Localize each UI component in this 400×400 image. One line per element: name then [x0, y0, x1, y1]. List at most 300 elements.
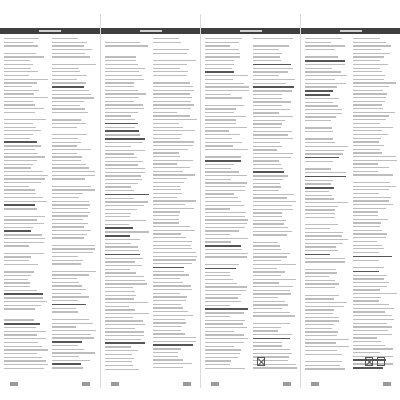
text-line-placeholder — [253, 301, 285, 302]
text-line-placeholder — [105, 205, 144, 206]
text-line-placeholder — [253, 68, 293, 69]
text-line-placeholder — [105, 265, 142, 266]
text-line-placeholder — [153, 56, 189, 57]
text-line-placeholder — [205, 241, 231, 242]
text-line-placeholder — [153, 233, 181, 234]
text-line-placeholder — [305, 71, 341, 72]
text-line-placeholder — [105, 342, 145, 344]
text-line-placeholder — [205, 60, 234, 61]
text-line-placeholder — [4, 38, 39, 39]
text-line-placeholder — [105, 201, 148, 202]
text-line-placeholder — [4, 238, 45, 239]
text-line-placeholder — [105, 291, 135, 292]
text-line-placeholder — [253, 319, 293, 320]
text-line-placeholder — [353, 282, 389, 283]
text-line-placeholder — [205, 331, 234, 332]
text-line-placeholder — [105, 56, 136, 57]
text-line-placeholder — [105, 164, 138, 165]
text-line-placeholder — [253, 157, 291, 158]
text-line-placeholder — [253, 282, 279, 283]
text-line-placeholder — [305, 265, 330, 266]
text-line-placeholder — [253, 290, 290, 291]
text-line-placeholder — [205, 249, 242, 250]
text-line-placeholder — [205, 334, 244, 335]
panel-4 — [300, 14, 400, 388]
text-line-placeholder — [153, 208, 194, 209]
text-line-placeholder — [305, 217, 335, 218]
text-line-placeholder — [4, 42, 33, 43]
text-line-placeholder — [4, 68, 31, 69]
text-line-placeholder — [105, 302, 148, 303]
text-line-placeholder — [52, 153, 77, 154]
column — [4, 38, 48, 380]
text-line-placeholder — [253, 146, 282, 147]
text-line-placeholder — [153, 230, 195, 231]
text-line-placeholder — [52, 53, 85, 54]
text-line-placeholder — [253, 79, 295, 80]
text-line-placeholder — [4, 149, 35, 150]
text-line-placeholder — [305, 258, 345, 259]
text-line-placeholder — [205, 130, 229, 131]
text-line-placeholder — [4, 323, 40, 325]
text-line-placeholder — [353, 119, 386, 120]
text-line-placeholder — [105, 79, 144, 80]
text-line-placeholder — [4, 312, 46, 313]
text-line-placeholder — [52, 97, 94, 98]
text-line-placeholder — [353, 297, 381, 298]
text-line-placeholder — [105, 123, 138, 125]
text-line-placeholder — [353, 278, 384, 279]
text-line-placeholder — [253, 142, 280, 143]
text-line-placeholder — [153, 160, 193, 161]
text-line-placeholder — [253, 253, 290, 254]
text-line-placeholder — [253, 149, 277, 150]
text-line-placeholder — [305, 228, 330, 229]
text-line-placeholder — [205, 290, 246, 291]
text-line-placeholder — [305, 346, 349, 347]
text-line-placeholder — [153, 267, 184, 269]
text-line-placeholder — [253, 345, 282, 346]
text-line-placeholder — [105, 283, 147, 284]
text-line-placeholder — [353, 134, 388, 135]
text-line-placeholder — [205, 279, 233, 280]
text-line-placeholder — [105, 213, 131, 214]
text-line-placeholder — [153, 263, 192, 264]
text-line-placeholder — [305, 165, 345, 166]
text-line-placeholder — [253, 197, 287, 198]
text-line-placeholder — [4, 141, 37, 143]
text-line-placeholder — [305, 206, 338, 207]
text-line-placeholder — [253, 164, 281, 165]
text-line-placeholder — [205, 97, 242, 98]
text-line-placeholder — [105, 317, 133, 318]
text-line-placeholder — [153, 326, 182, 327]
text-line-placeholder — [253, 330, 278, 331]
text-line-placeholder — [353, 334, 392, 335]
text-line-placeholder — [153, 186, 180, 187]
text-line-placeholder — [353, 163, 378, 164]
text-line-placeholder — [305, 75, 347, 76]
text-line-placeholder — [305, 60, 345, 62]
text-line-placeholder — [4, 112, 35, 113]
text-line-placeholder — [205, 175, 247, 176]
text-line-placeholder — [4, 286, 30, 287]
text-line-placeholder — [253, 205, 292, 206]
text-line-placeholder — [253, 171, 284, 173]
text-line-placeholder — [305, 261, 345, 262]
column — [52, 38, 96, 380]
text-line-placeholder — [105, 150, 145, 151]
text-line-placeholder — [4, 234, 42, 235]
text-line-placeholder — [205, 360, 231, 361]
text-line-placeholder — [153, 359, 183, 360]
text-line-placeholder — [105, 250, 139, 251]
text-line-placeholder — [4, 308, 35, 309]
text-line-placeholder — [105, 313, 149, 314]
text-line-placeholder — [52, 219, 83, 220]
text-line-placeholder — [353, 82, 396, 83]
text-line-placeholder — [253, 194, 294, 195]
text-line-placeholder — [353, 204, 393, 205]
text-line-placeholder — [52, 112, 88, 113]
text-line-placeholder — [4, 193, 36, 194]
text-line-placeholder — [253, 342, 282, 343]
text-line-placeholder — [4, 290, 37, 291]
text-line-placeholder — [4, 201, 47, 202]
text-line-placeholder — [153, 344, 193, 346]
text-line-placeholder — [205, 112, 234, 113]
text-line-placeholder — [253, 315, 295, 316]
text-line-placeholder — [353, 68, 380, 69]
text-line-placeholder — [4, 123, 33, 124]
text-line-placeholder — [253, 275, 281, 276]
text-line-placeholder — [4, 153, 38, 154]
text-line-placeholder — [205, 38, 242, 39]
text-line-placeholder — [52, 356, 79, 357]
text-line-placeholder — [205, 308, 248, 310]
heading-band — [0, 28, 100, 34]
text-line-placeholder — [4, 53, 36, 54]
text-line-placeholder — [4, 357, 42, 358]
text-line-placeholder — [205, 216, 245, 217]
text-line-placeholder — [153, 82, 190, 83]
text-line-placeholder — [353, 145, 384, 146]
text-line-placeholder — [353, 45, 391, 46]
text-line-placeholder — [205, 71, 234, 73]
text-line-placeholder — [205, 197, 238, 198]
text-line-placeholder — [105, 127, 135, 128]
text-line-placeholder — [205, 353, 240, 354]
text-line-placeholder — [253, 53, 282, 54]
text-line-placeholder — [4, 90, 39, 91]
text-line-placeholder — [4, 75, 29, 76]
text-line-placeholder — [4, 316, 30, 317]
text-line-placeholder — [153, 49, 189, 50]
text-line-placeholder — [205, 208, 230, 209]
text-line-placeholder — [205, 201, 241, 202]
text-line-placeholder — [52, 149, 91, 150]
text-line-placeholder — [153, 101, 191, 102]
text-line-placeholder — [4, 301, 47, 302]
text-line-placeholder — [353, 219, 388, 220]
text-line-placeholder — [153, 307, 183, 308]
text-line-placeholder — [305, 368, 345, 369]
text-line-placeholder — [52, 263, 81, 264]
text-line-placeholder — [4, 49, 46, 50]
text-line-placeholder — [153, 282, 183, 283]
text-line-placeholder — [105, 42, 140, 43]
text-line-placeholder — [105, 258, 143, 259]
text-line-placeholder — [305, 153, 343, 154]
text-line-placeholder — [253, 116, 293, 117]
text-line-placeholder — [153, 333, 185, 334]
text-line-placeholder — [253, 286, 293, 287]
text-line-placeholder — [153, 259, 196, 260]
text-line-placeholder — [153, 119, 197, 120]
text-line-placeholder — [253, 105, 282, 106]
text-line-placeholder — [153, 152, 179, 153]
text-line-placeholder — [205, 238, 248, 239]
text-line-placeholder — [4, 245, 29, 246]
text-line-placeholder — [305, 198, 334, 199]
text-line-placeholder — [52, 311, 78, 312]
text-line-placeholder — [105, 101, 134, 102]
text-line-placeholder — [4, 93, 34, 94]
text-line-placeholder — [153, 174, 195, 175]
text-line-placeholder — [52, 201, 89, 202]
text-line-placeholder — [353, 108, 383, 109]
text-line-placeholder — [205, 272, 230, 273]
text-line-placeholder — [4, 227, 33, 228]
text-line-placeholder — [52, 68, 79, 69]
text-line-placeholder — [253, 279, 296, 280]
text-line-placeholder — [105, 298, 134, 299]
text-line-placeholder — [353, 226, 380, 227]
text-line-placeholder — [205, 105, 244, 106]
text-line-placeholder — [4, 204, 35, 206]
text-line-placeholder — [153, 134, 182, 135]
text-line-placeholder — [52, 127, 77, 128]
text-line-placeholder — [205, 193, 234, 194]
text-line-placeholder — [305, 191, 329, 192]
text-line-placeholder — [52, 45, 84, 46]
text-line-placeholder — [305, 68, 332, 69]
text-line-placeholder — [52, 326, 76, 327]
text-line-placeholder — [253, 42, 286, 43]
text-line-placeholder — [305, 180, 333, 181]
text-line-placeholder — [153, 285, 191, 286]
text-line-placeholder — [205, 116, 246, 117]
text-line-placeholder — [4, 219, 37, 220]
text-line-placeholder — [4, 82, 37, 83]
text-line-placeholder — [205, 260, 234, 261]
text-line-placeholder — [253, 64, 291, 66]
text-line-placeholder — [105, 68, 145, 69]
text-line-placeholder — [205, 123, 236, 124]
text-line-placeholder — [52, 267, 83, 268]
column — [353, 38, 397, 380]
text-line-placeholder — [305, 138, 333, 139]
text-line-placeholder — [253, 101, 291, 102]
text-line-placeholder — [105, 235, 130, 237]
text-line-placeholder — [153, 256, 197, 257]
text-line-placeholder — [52, 167, 89, 168]
text-line-placeholder — [105, 361, 132, 362]
text-line-placeholder — [353, 330, 388, 331]
text-line-placeholder — [4, 104, 35, 105]
text-line-placeholder — [205, 127, 247, 128]
text-line-placeholder — [205, 56, 240, 57]
text-line-placeholder — [105, 216, 130, 217]
text-line-placeholder — [205, 264, 239, 265]
text-line-placeholder — [253, 216, 282, 217]
text-line-placeholder — [305, 243, 343, 244]
text-line-placeholder — [253, 268, 277, 269]
text-line-placeholder — [153, 123, 179, 124]
text-line-placeholder — [253, 123, 282, 124]
text-line-placeholder — [205, 301, 241, 302]
text-line-placeholder — [4, 342, 38, 343]
text-line-placeholder — [353, 97, 386, 98]
text-line-placeholder — [253, 83, 286, 84]
recycling-bin-crossed-icon — [365, 357, 373, 366]
text-line-placeholder — [153, 130, 195, 131]
text-line-placeholder — [205, 357, 238, 358]
text-line-placeholder — [153, 104, 194, 105]
text-line-placeholder — [205, 134, 240, 135]
text-line-placeholder — [52, 337, 94, 338]
text-line-placeholder — [353, 323, 387, 324]
text-line-placeholder — [205, 212, 246, 213]
text-line-placeholder — [153, 127, 183, 128]
text-line-placeholder — [305, 98, 339, 99]
text-line-placeholder — [353, 341, 381, 342]
text-line-placeholder — [253, 56, 280, 57]
text-line-placeholder — [153, 348, 181, 349]
text-line-placeholder — [153, 237, 186, 238]
text-line-placeholder — [153, 163, 177, 164]
text-line-placeholder — [305, 276, 329, 277]
heading-band — [301, 28, 400, 34]
text-line-placeholder — [353, 326, 392, 327]
text-line-placeholder — [353, 127, 393, 128]
page-number — [383, 382, 391, 386]
text-line-placeholder — [153, 189, 181, 190]
text-line-placeholder — [52, 175, 95, 176]
text-line-placeholder — [52, 75, 87, 76]
text-line-placeholder — [205, 160, 241, 162]
text-line-placeholder — [4, 208, 37, 209]
text-line-placeholder — [52, 215, 88, 216]
text-line-placeholder — [353, 319, 394, 320]
text-line-placeholder — [153, 112, 177, 113]
text-line-placeholder — [153, 178, 187, 179]
text-line-placeholder — [205, 327, 247, 328]
text-line-placeholder — [153, 79, 180, 80]
text-line-placeholder — [4, 164, 33, 165]
text-line-placeholder — [305, 45, 345, 46]
text-line-placeholder — [52, 138, 78, 139]
text-line-placeholder — [105, 45, 148, 46]
text-line-placeholder — [153, 337, 196, 338]
text-line-placeholder — [353, 186, 396, 187]
text-line-placeholder — [153, 200, 196, 201]
text-line-placeholder — [105, 168, 145, 169]
text-line-placeholder — [353, 237, 386, 238]
text-line-placeholder — [52, 60, 84, 61]
text-line-placeholder — [253, 271, 285, 272]
text-line-placeholder — [153, 97, 192, 98]
text-line-placeholder — [4, 134, 33, 135]
text-line-placeholder — [105, 358, 134, 359]
text-line-placeholder — [153, 138, 180, 139]
text-line-placeholder — [4, 79, 48, 80]
text-line-placeholder — [253, 223, 284, 224]
text-line-placeholder — [353, 252, 379, 253]
text-line-placeholder — [253, 153, 293, 154]
text-line-placeholder — [253, 209, 293, 210]
text-line-placeholder — [105, 138, 145, 140]
text-line-placeholder — [4, 360, 46, 361]
text-line-placeholder — [253, 109, 290, 110]
heading-band — [101, 28, 200, 34]
text-line-placeholder — [305, 83, 346, 84]
text-line-placeholder — [253, 212, 282, 213]
text-line-placeholder — [153, 182, 184, 183]
text-line-placeholder — [305, 357, 336, 358]
text-line-placeholder — [52, 71, 80, 72]
text-line-placeholder — [205, 219, 248, 220]
text-line-placeholder — [4, 119, 46, 120]
text-line-placeholder — [305, 120, 331, 121]
text-line-placeholder — [205, 223, 247, 224]
text-line-placeholder — [205, 346, 234, 347]
text-line-placeholder — [305, 209, 335, 210]
text-line-placeholder — [205, 283, 237, 284]
text-line-placeholder — [4, 216, 45, 217]
text-line-placeholder — [105, 335, 144, 336]
text-line-placeholder — [353, 189, 389, 190]
text-line-placeholder — [52, 304, 86, 306]
page-number — [111, 382, 119, 386]
text-line-placeholder — [52, 105, 80, 106]
text-line-placeholder — [153, 115, 190, 116]
text-line-placeholder — [253, 45, 289, 46]
text-line-placeholder — [105, 324, 145, 325]
text-line-placeholder — [4, 253, 44, 254]
text-line-placeholder — [4, 349, 48, 350]
text-line-placeholder — [153, 274, 189, 275]
text-line-placeholder — [305, 109, 342, 110]
text-line-placeholder — [353, 178, 392, 179]
text-line-placeholder — [205, 182, 247, 183]
text-line-placeholder — [52, 289, 86, 290]
text-line-placeholder — [105, 82, 134, 83]
text-line-placeholder — [305, 246, 336, 247]
text-line-placeholder — [105, 112, 138, 113]
text-line-placeholder — [4, 338, 46, 339]
text-line-placeholder — [4, 242, 44, 243]
text-line-placeholder — [205, 75, 248, 76]
page-number — [183, 382, 191, 386]
text-line-placeholder — [4, 282, 30, 283]
text-line-placeholder — [153, 296, 187, 297]
text-line-placeholder — [52, 241, 79, 242]
text-line-placeholder — [253, 98, 282, 99]
text-line-placeholder — [253, 127, 281, 128]
text-line-placeholder — [305, 176, 346, 178]
text-line-placeholder — [353, 293, 397, 294]
